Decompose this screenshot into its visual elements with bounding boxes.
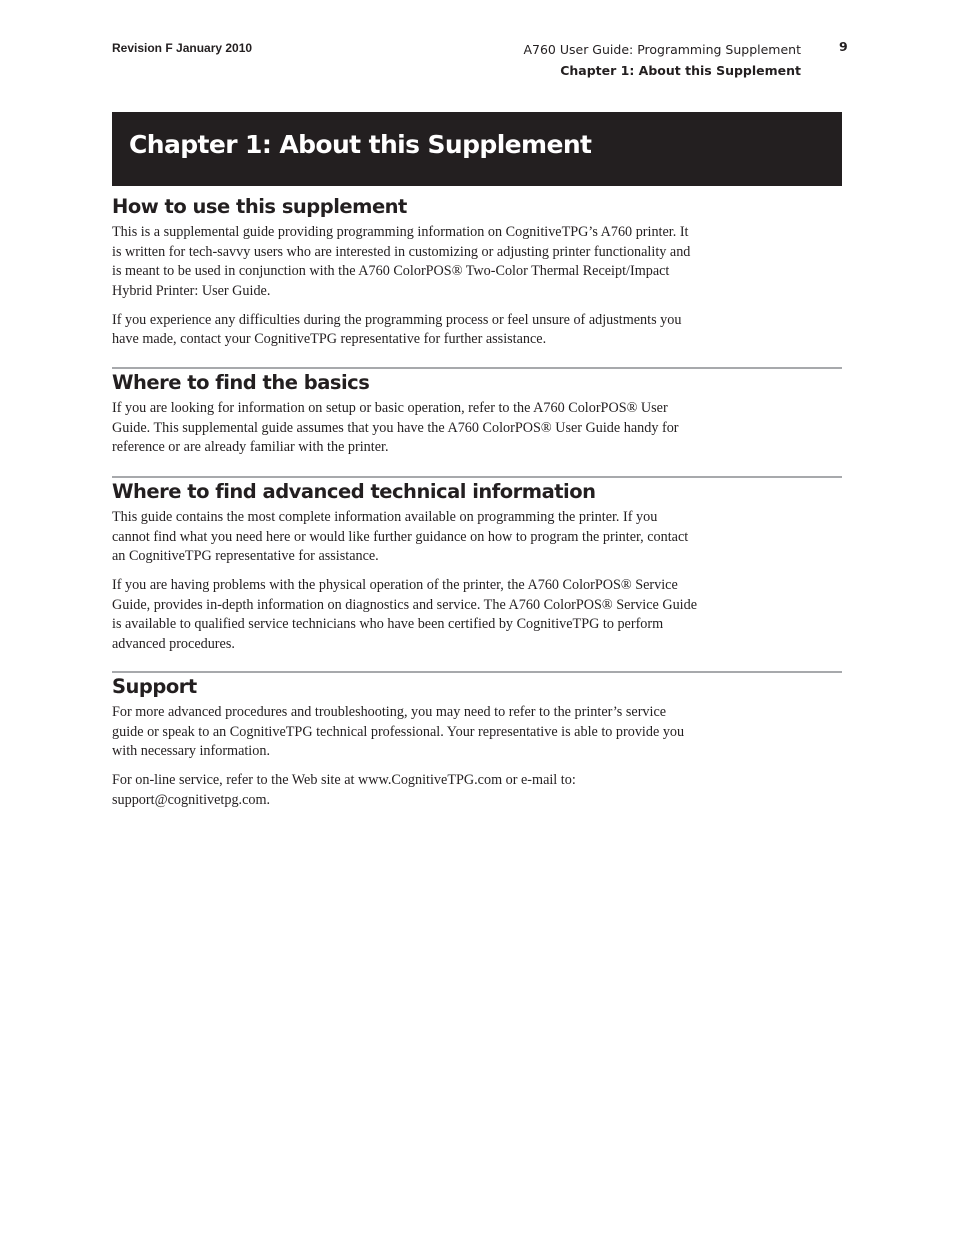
paragraph: If you are looking for information on setup or basic operation, refer to the A760 ColorPOS® User Guide. This supplemental guide assumes that you have the A760 ColorPOS® User Guide handy for reference or are already familiar with the printer.	[112, 400, 679, 455]
paragraph: If you are having problems with the physical operation of the printer, the A760 ColorPOS® Service Guide, provides in-depth information on diagnostics and service. The A760 ColorPOS® Service Guide is available to qualified service technicians who have been certified by CognitiveTPG to perform advanced procedures.	[112, 577, 698, 652]
chapter-banner	[112, 112, 842, 186]
revision-label: Revision F January 2010	[112, 41, 253, 55]
section-basics	[112, 371, 842, 458]
section-heading: Where to find the basics	[112, 371, 370, 394]
paragraph: For on-line service, refer to the Web site at www.CognitiveTPG.com or e-mail to: support@cognitivetpg.com.	[112, 772, 576, 808]
chapter-title: Chapter 1: About this Supplement	[129, 130, 592, 159]
section-divider	[112, 367, 842, 369]
section-divider	[112, 671, 842, 673]
section-heading: Where to find advanced technical information	[112, 480, 596, 503]
section-support	[112, 675, 842, 810]
section-how-to-use	[112, 195, 842, 350]
page-number: 9	[839, 39, 848, 54]
paragraph: This guide contains the most complete information available on programming the printer. If you cannot find what you need here or would like further guidance on how to program the printer, contact an CognitiveTPG representative for assistance.	[112, 509, 689, 564]
paragraph: If you experience any difficulties during the programming process or feel unsure of adjustments you have made, contact your CognitiveTPG representative for further assistance.	[112, 311, 682, 347]
section-heading: How to use this supplement	[112, 195, 407, 218]
running-header	[523, 39, 801, 81]
section-advanced-info	[112, 480, 842, 654]
section-heading: Support	[112, 675, 197, 698]
guide-title: A760 User Guide: Programming Supplement	[523, 42, 801, 57]
running-chapter-title: Chapter 1: About this Supplement	[560, 63, 801, 78]
paragraph: This is a supplemental guide providing programming information on CognitiveTPG’s A760 printer. It is written for tech-savvy users who are interested in customizing or adjusting printer functionality and is meant to be used in conjunction with the A760 ColorPOS® Two-Color Thermal Receipt/Impact Hybrid Printer: User Guide.	[112, 224, 691, 299]
paragraph: For more advanced procedures and troubleshooting, you may need to refer to the printer’s service guide or speak to an CognitiveTPG technical professional. Your representative is able to provide you with necessary information.	[112, 704, 685, 759]
section-divider	[112, 476, 842, 478]
